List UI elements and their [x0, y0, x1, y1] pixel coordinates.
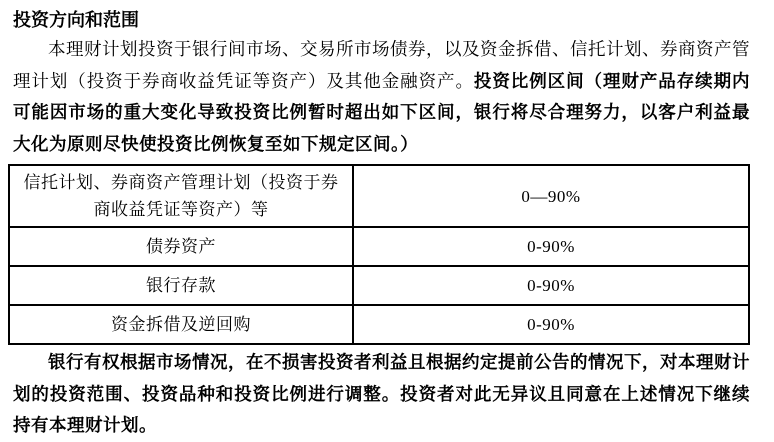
- investment-ratio-table-body: [9, 165, 749, 344]
- ratio-range-cell: 0-90%: [353, 227, 749, 266]
- ratio-range-cell: 0—90%: [353, 165, 749, 227]
- section-title: 投资方向和范围: [13, 10, 139, 30]
- asset-category-cell: 信托计划、券商资产管理计划（投资于券商收益凭证等资产）等: [9, 165, 353, 227]
- table-row: [9, 266, 749, 305]
- investment-ratio-table: [8, 164, 750, 345]
- asset-category-cell: 银行存款: [9, 266, 353, 305]
- ratio-range-cell: 0-90%: [353, 305, 749, 344]
- intro-paragraph-regular-text: 本理财计划投资于银行间市场、交易所市场债券，以及资金拆借、信托计划、券商资产管理计划（投资于券商收益凭证等资产）及其他金融资产。: [13, 39, 750, 91]
- asset-category-cell: 资金拆借及逆回购: [9, 305, 353, 344]
- table-row: [9, 227, 749, 266]
- intro-paragraph-bold-text: 投资比例区间（理财产品存续期内可能因市场的重大变化导致投资比例暂时超出如下区间，银行将尽合理努力，以客户利益最大化为原则尽快使投资比例恢复至如下规定区间。）: [13, 70, 751, 154]
- intro-paragraph: [13, 34, 750, 160]
- table-row: [9, 165, 749, 227]
- asset-category-cell: 债券资产: [9, 227, 353, 266]
- ratio-range-cell: 0-90%: [353, 266, 749, 305]
- table-row: [9, 305, 749, 344]
- closing-paragraph: 银行有权根据市场情况，在不损害投资者利益且根据约定提前公告的情况下，对本理财计划的投资范围、投资品种和投资比例进行调整。投资者对此无异议且同意在上述情况下继续持有本理财计划。: [13, 352, 750, 435]
